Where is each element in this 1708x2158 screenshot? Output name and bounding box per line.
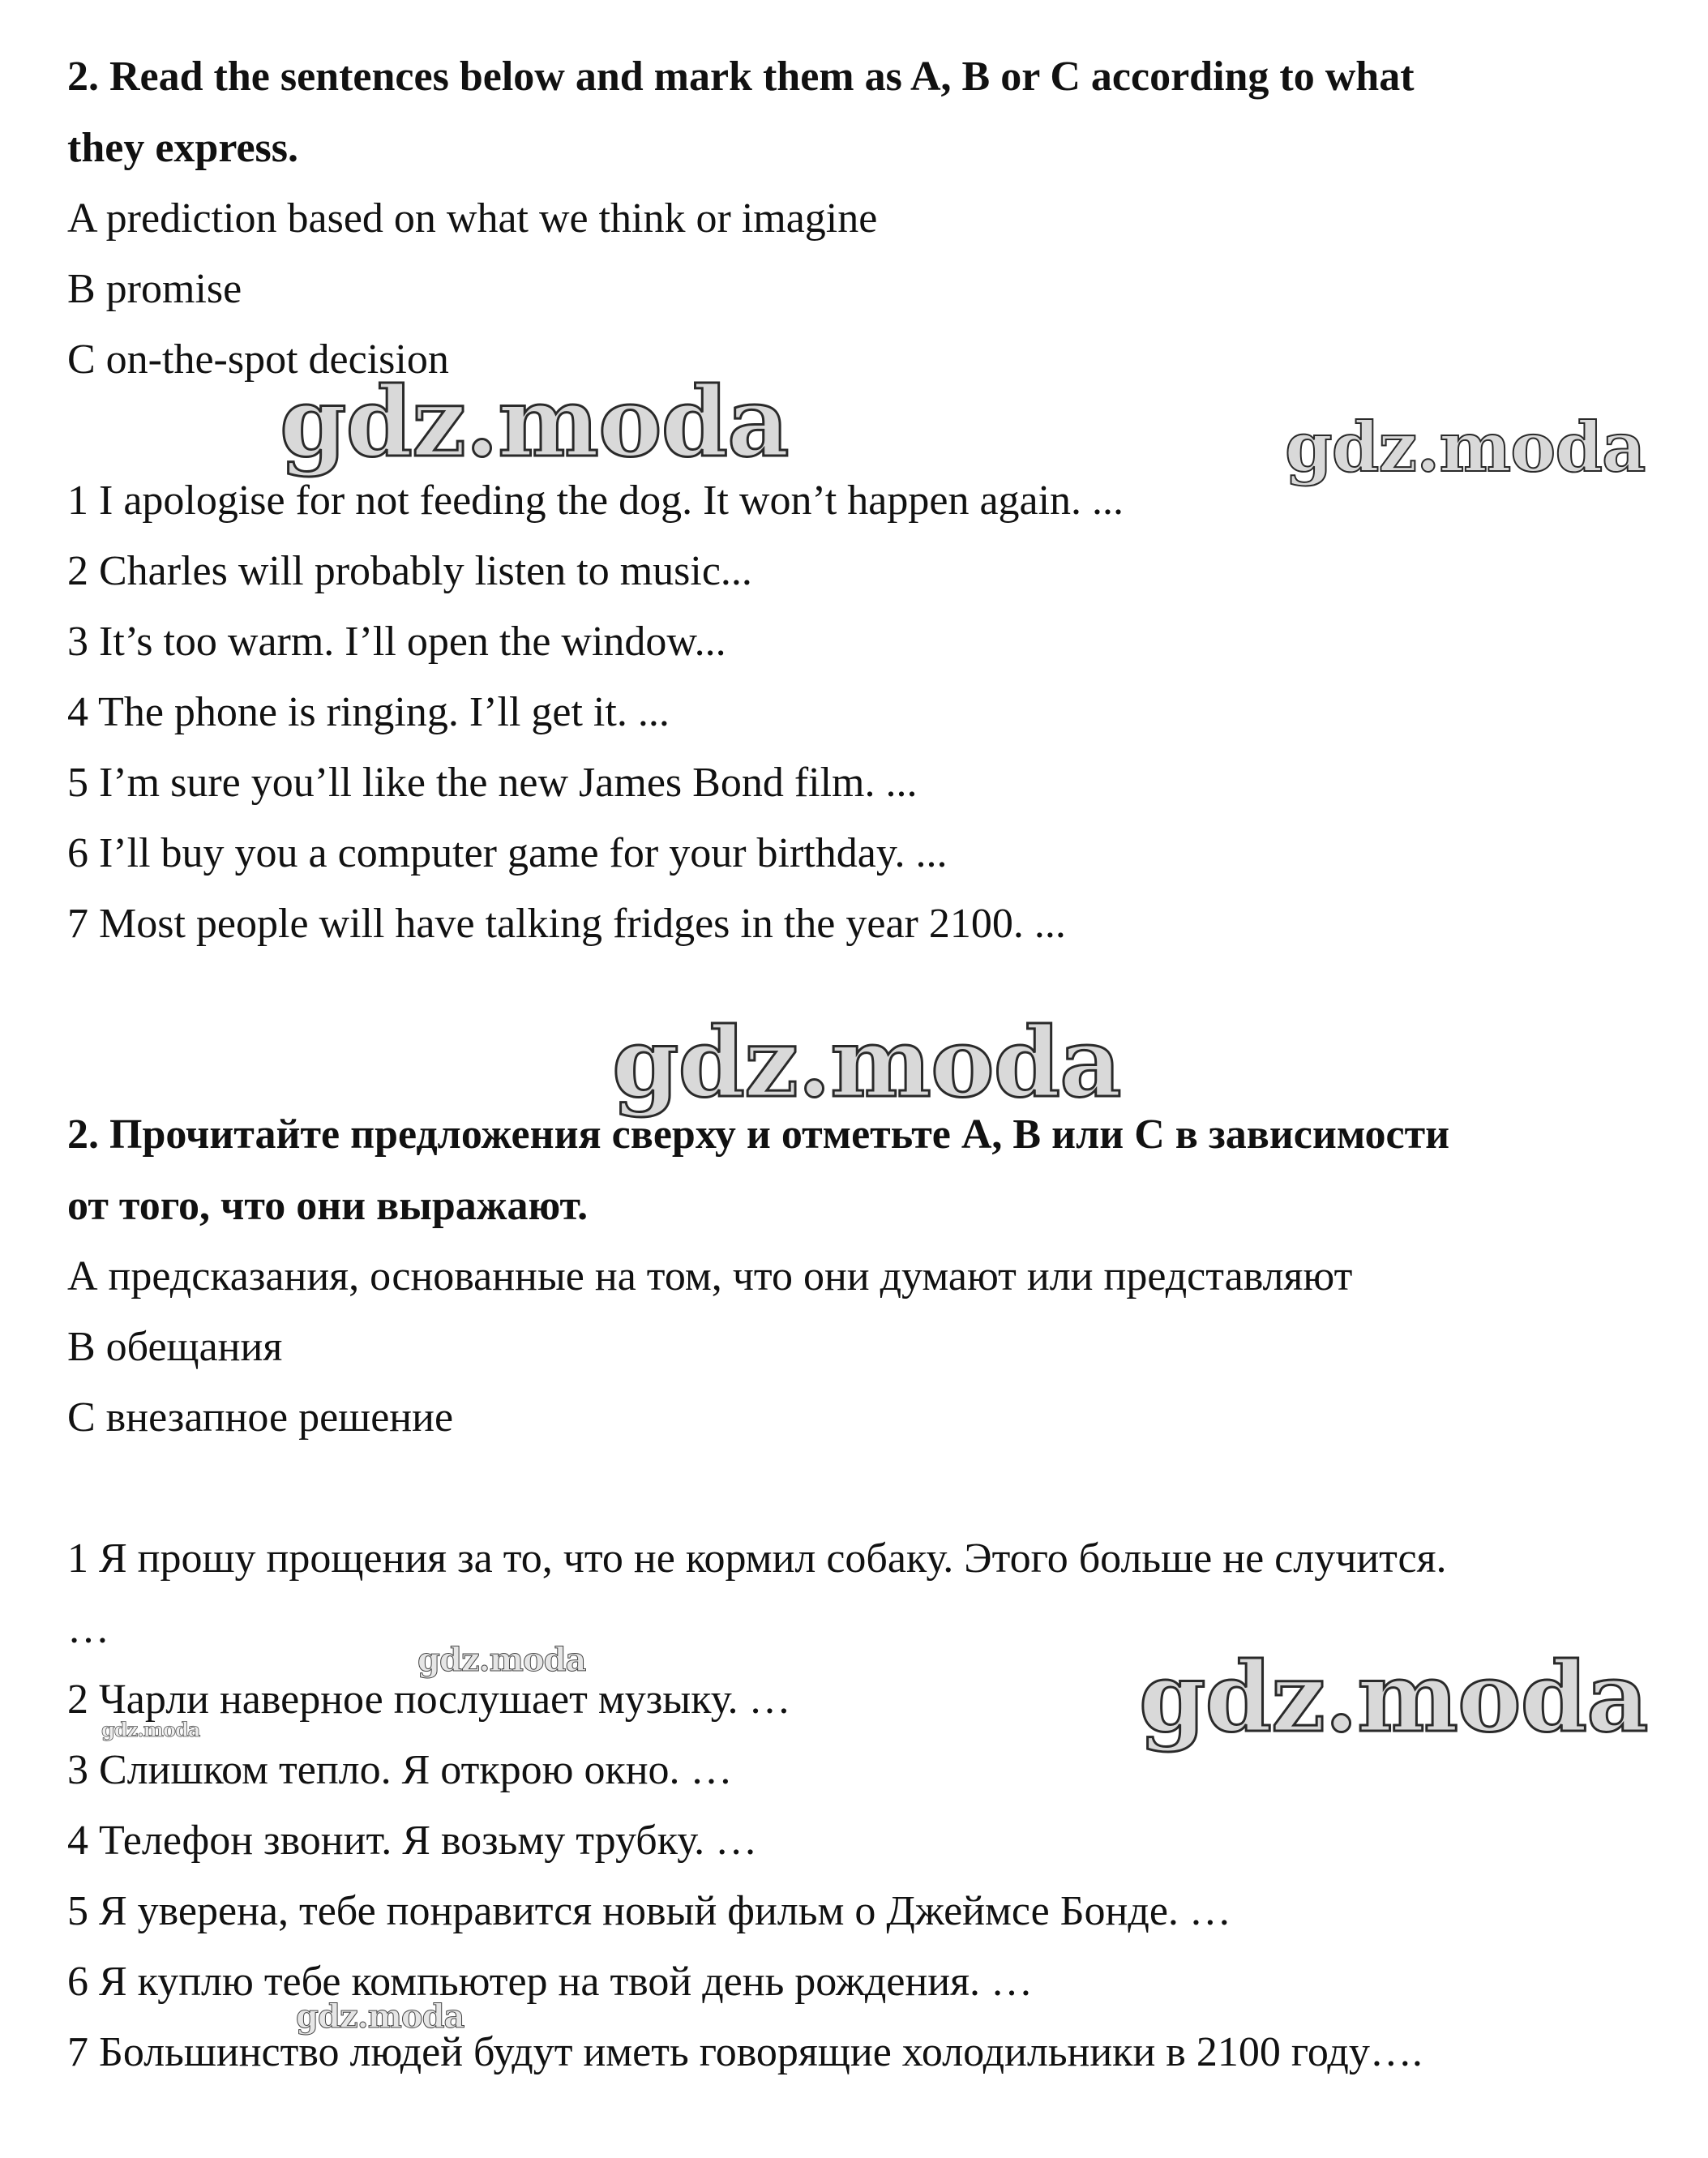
option-item: C on-the-spot decision: [67, 336, 449, 383]
watermark-logo: gdz.moda: [1285, 407, 1646, 487]
sentence-continuation: …: [67, 1606, 109, 1652]
option-item: B promise: [67, 266, 242, 312]
sentence-item: 5 Я уверена, тебе понравится новый фильм о Джеймсе Бонде. …: [67, 1888, 1231, 1934]
option-item: А предсказания, основанные на том, что они думают или представляют: [67, 1253, 1353, 1300]
sentence-item: 1 I apologise for not feeding the dog. It won’t happen again. ...: [67, 477, 1124, 524]
sentence-item: 4 Телефон звонит. Я возьму трубку. …: [67, 1818, 758, 1864]
watermark-logo: gdz.moda: [1139, 1641, 1648, 1753]
russian-heading: 2. Прочитайте предложения сверху и отметьте А, В или С в зависимости: [67, 1111, 1450, 1158]
russian-heading: от того, что они выражают.: [67, 1183, 589, 1229]
watermark-logo: gdz.moda: [612, 1006, 1121, 1119]
sentence-item: 4 The phone is ringing. I’ll get it. ...: [67, 689, 670, 735]
english-heading: 2. Read the sentences below and mark them as A, B or C according to what: [67, 54, 1415, 100]
sentence-item: 7 Most people will have talking fridges in the year 2100. ...: [67, 901, 1066, 947]
sentence-item: 6 Я куплю тебе компьютер на твой день рождения. …: [67, 1959, 1034, 2005]
sentence-item: 6 I’ll buy you a computer game for your birthday. ...: [67, 830, 948, 876]
option-item: A prediction based on what we think or imagine: [67, 195, 878, 242]
sentence-item: 5 I’m sure you’ll like the new James Bond film. ...: [67, 760, 918, 806]
watermark-logo: gdz.moda: [296, 1997, 464, 2036]
watermark-logo: gdz.moda: [417, 1641, 586, 1679]
sentence-item: 2 Чарли наверное послушает музыку. …: [67, 1676, 791, 1723]
sentence-item: 2 Charles will probably listen to music...: [67, 548, 752, 594]
watermark-logo: gdz.moda: [101, 1718, 200, 1741]
sentence-item: 7 Большинство людей будут иметь говорящие холодильники в 2100 году….: [67, 2029, 1423, 2075]
watermark-logo: gdz.moda: [280, 366, 789, 478]
english-heading: they express.: [67, 125, 299, 171]
option-item: В обещания: [67, 1324, 283, 1370]
sentence-item: 3 It’s too warm. I’ll open the window...: [67, 619, 726, 665]
sentence-item: 3 Слишком тепло. Я открою окно. …: [67, 1747, 733, 1793]
sentence-item: 1 Я прошу прощения за то, что не кормил собаку. Этого больше не случится.: [67, 1535, 1447, 1582]
option-item: С внезапное решение: [67, 1394, 454, 1441]
